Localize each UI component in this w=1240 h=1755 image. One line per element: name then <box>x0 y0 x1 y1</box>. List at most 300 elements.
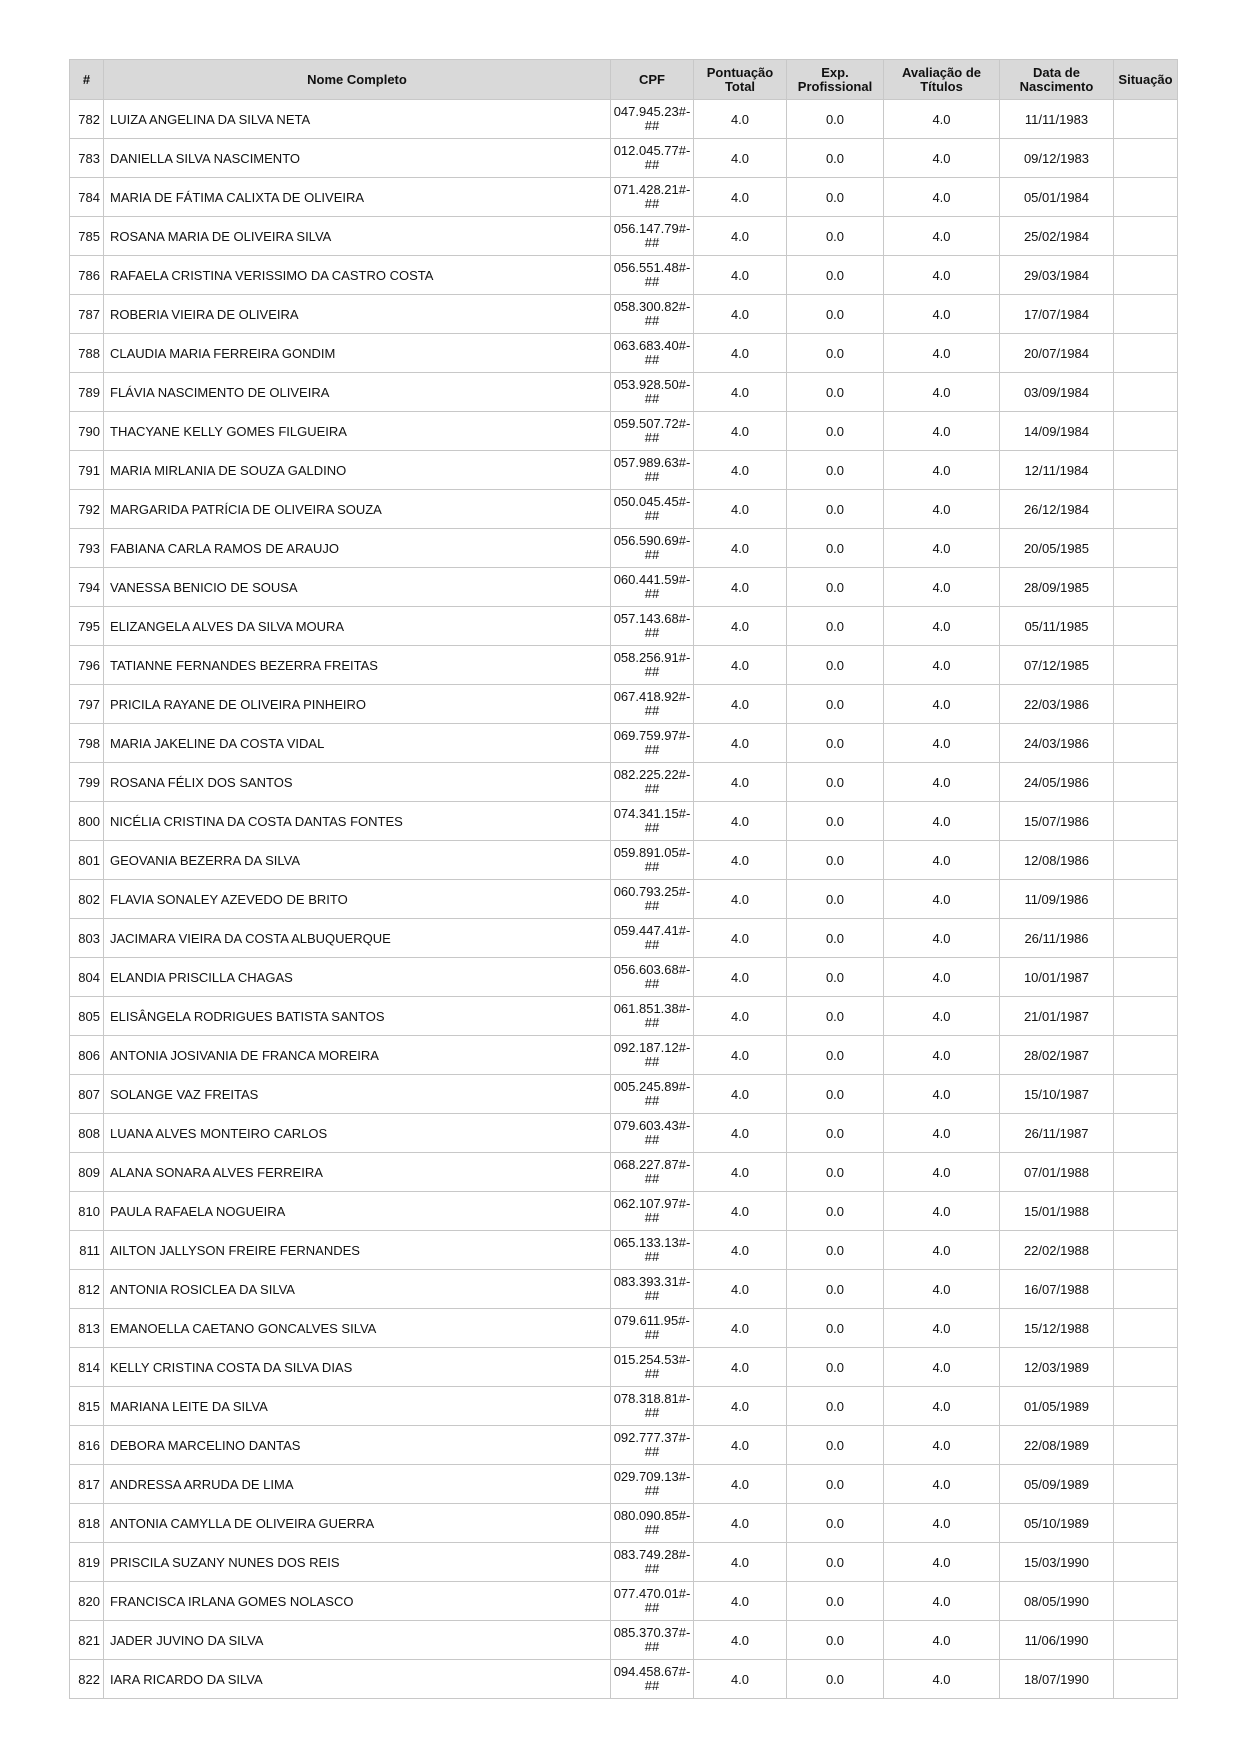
cell-num: 790 <box>70 412 104 451</box>
cpf-line1: 092.187.12#- <box>613 1040 691 1055</box>
cell-name: TATIANNE FERNANDES BEZERRA FREITAS <box>104 646 611 685</box>
cell-situacao <box>1114 1270 1178 1309</box>
cell-situacao <box>1114 373 1178 412</box>
cell-data-nascimento: 07/01/1988 <box>1000 1153 1114 1192</box>
cell-avaliacao-titulos: 4.0 <box>884 178 1000 217</box>
cell-num: 815 <box>70 1387 104 1426</box>
cell-data-nascimento: 05/11/1985 <box>1000 607 1114 646</box>
cell-data-nascimento: 22/02/1988 <box>1000 1231 1114 1270</box>
cell-data-nascimento: 26/11/1986 <box>1000 919 1114 958</box>
cell-num: 788 <box>70 334 104 373</box>
cell-pontuacao-total: 4.0 <box>694 373 787 412</box>
cell-num: 817 <box>70 1465 104 1504</box>
cell-cpf <box>611 256 694 295</box>
cpf-line1: 005.245.89#- <box>613 1079 691 1094</box>
cell-exp-profissional: 0.0 <box>787 607 884 646</box>
cpf-line1: 069.759.97#- <box>613 728 691 743</box>
cell-cpf <box>611 295 694 334</box>
cell-pontuacao-total: 4.0 <box>694 646 787 685</box>
cell-name: IARA RICARDO DA SILVA <box>104 1660 611 1699</box>
cell-data-nascimento: 22/03/1986 <box>1000 685 1114 724</box>
cell-exp-profissional: 0.0 <box>787 295 884 334</box>
cpf-line1: 065.133.13#- <box>613 1235 691 1250</box>
cell-num: 810 <box>70 1192 104 1231</box>
table-row <box>70 412 1178 451</box>
cell-avaliacao-titulos: 4.0 <box>884 295 1000 334</box>
cell-pontuacao-total: 4.0 <box>694 1075 787 1114</box>
cell-avaliacao-titulos: 4.0 <box>884 1036 1000 1075</box>
cell-num: 820 <box>70 1582 104 1621</box>
cell-avaliacao-titulos: 4.0 <box>884 1543 1000 1582</box>
cpf-line1: 058.300.82#- <box>613 299 691 314</box>
cell-name: ROBERIA VIEIRA DE OLIVEIRA <box>104 295 611 334</box>
cell-pontuacao-total: 4.0 <box>694 1270 787 1309</box>
cell-name: LUANA ALVES MONTEIRO CARLOS <box>104 1114 611 1153</box>
cell-exp-profissional: 0.0 <box>787 1426 884 1465</box>
cell-situacao <box>1114 1036 1178 1075</box>
table-row <box>70 646 1178 685</box>
cell-pontuacao-total: 4.0 <box>694 139 787 178</box>
cpf-line1: 047.945.23#- <box>613 104 691 119</box>
cell-pontuacao-total: 4.0 <box>694 568 787 607</box>
header-pontuacao-line1: Pontuação <box>706 64 774 80</box>
cpf-line2: ## <box>644 664 660 679</box>
cell-data-nascimento: 07/12/1985 <box>1000 646 1114 685</box>
cell-exp-profissional: 0.0 <box>787 763 884 802</box>
cell-pontuacao-total: 4.0 <box>694 685 787 724</box>
cell-exp-profissional: 0.0 <box>787 1153 884 1192</box>
cell-data-nascimento: 01/05/1989 <box>1000 1387 1114 1426</box>
cell-avaliacao-titulos: 4.0 <box>884 1504 1000 1543</box>
table-row <box>70 295 1178 334</box>
cell-avaliacao-titulos: 4.0 <box>884 451 1000 490</box>
cell-pontuacao-total: 4.0 <box>694 841 787 880</box>
cpf-line2: ## <box>644 1054 660 1069</box>
cell-cpf <box>611 802 694 841</box>
header-row <box>70 60 1178 100</box>
header-avaliacao-line2: Títulos <box>920 78 963 94</box>
cpf-line1: 083.393.31#- <box>613 1274 691 1289</box>
cell-avaliacao-titulos: 4.0 <box>884 880 1000 919</box>
cell-name: MARGARIDA PATRÍCIA DE OLIVEIRA SOUZA <box>104 490 611 529</box>
table-row <box>70 685 1178 724</box>
cell-num: 803 <box>70 919 104 958</box>
cell-exp-profissional: 0.0 <box>787 997 884 1036</box>
cell-cpf <box>611 763 694 802</box>
cpf-line2: ## <box>644 742 660 757</box>
cell-exp-profissional: 0.0 <box>787 880 884 919</box>
cell-pontuacao-total: 4.0 <box>694 763 787 802</box>
table-row <box>70 919 1178 958</box>
cell-pontuacao-total: 4.0 <box>694 1231 787 1270</box>
cell-num: 822 <box>70 1660 104 1699</box>
table-row <box>70 1114 1178 1153</box>
cell-data-nascimento: 12/08/1986 <box>1000 841 1114 880</box>
table-row <box>70 1075 1178 1114</box>
cell-name: FLÁVIA NASCIMENTO DE OLIVEIRA <box>104 373 611 412</box>
table-row <box>70 880 1178 919</box>
table-header <box>70 60 1178 100</box>
cell-cpf <box>611 685 694 724</box>
table-row <box>70 1582 1178 1621</box>
cell-avaliacao-titulos: 4.0 <box>884 607 1000 646</box>
cell-exp-profissional: 0.0 <box>787 451 884 490</box>
cell-situacao <box>1114 1153 1178 1192</box>
cell-data-nascimento: 05/01/1984 <box>1000 178 1114 217</box>
table-row <box>70 568 1178 607</box>
cell-data-nascimento: 10/01/1987 <box>1000 958 1114 997</box>
header-avaliacao <box>884 60 1000 100</box>
cell-num: 797 <box>70 685 104 724</box>
cell-num: 794 <box>70 568 104 607</box>
cell-num: 821 <box>70 1621 104 1660</box>
cell-pontuacao-total: 4.0 <box>694 490 787 529</box>
table-row <box>70 1348 1178 1387</box>
cell-exp-profissional: 0.0 <box>787 1660 884 1699</box>
cell-num: 799 <box>70 763 104 802</box>
cpf-line1: 060.793.25#- <box>613 884 691 899</box>
header-num: # <box>70 60 104 100</box>
table-row <box>70 1504 1178 1543</box>
cell-name: ALANA SONARA ALVES FERREIRA <box>104 1153 611 1192</box>
table-row <box>70 100 1178 139</box>
cell-situacao <box>1114 1231 1178 1270</box>
cell-cpf <box>611 178 694 217</box>
cell-cpf <box>611 1114 694 1153</box>
cell-pontuacao-total: 4.0 <box>694 1582 787 1621</box>
cpf-line1: 056.603.68#- <box>613 962 691 977</box>
cpf-line1: 082.225.22#- <box>613 767 691 782</box>
table-row <box>70 997 1178 1036</box>
table-row <box>70 1036 1178 1075</box>
cell-pontuacao-total: 4.0 <box>694 880 787 919</box>
cell-exp-profissional: 0.0 <box>787 1114 884 1153</box>
cell-num: 796 <box>70 646 104 685</box>
cell-situacao <box>1114 100 1178 139</box>
cell-data-nascimento: 15/07/1986 <box>1000 802 1114 841</box>
cell-cpf <box>611 880 694 919</box>
cell-situacao <box>1114 451 1178 490</box>
cell-num: 792 <box>70 490 104 529</box>
table-row <box>70 529 1178 568</box>
header-exp-line2: Profissional <box>797 78 873 94</box>
cell-exp-profissional: 0.0 <box>787 412 884 451</box>
table-row <box>70 1309 1178 1348</box>
cell-name: AILTON JALLYSON FREIRE FERNANDES <box>104 1231 611 1270</box>
cell-avaliacao-titulos: 4.0 <box>884 100 1000 139</box>
cpf-line2: ## <box>644 1327 660 1342</box>
cell-exp-profissional: 0.0 <box>787 1543 884 1582</box>
table-row <box>70 490 1178 529</box>
cell-num: 807 <box>70 1075 104 1114</box>
cell-avaliacao-titulos: 4.0 <box>884 1192 1000 1231</box>
cell-exp-profissional: 0.0 <box>787 178 884 217</box>
table-row <box>70 1543 1178 1582</box>
cell-data-nascimento: 12/03/1989 <box>1000 1348 1114 1387</box>
cell-data-nascimento: 15/10/1987 <box>1000 1075 1114 1114</box>
cpf-line2: ## <box>644 781 660 796</box>
cell-name: VANESSA BENICIO DE SOUSA <box>104 568 611 607</box>
cell-avaliacao-titulos: 4.0 <box>884 568 1000 607</box>
cpf-line2: ## <box>644 274 660 289</box>
cpf-line2: ## <box>644 1483 660 1498</box>
cell-num: 814 <box>70 1348 104 1387</box>
cell-cpf <box>611 1582 694 1621</box>
cell-cpf <box>611 1621 694 1660</box>
cpf-line2: ## <box>644 1171 660 1186</box>
cell-data-nascimento: 20/07/1984 <box>1000 334 1114 373</box>
cell-data-nascimento: 14/09/1984 <box>1000 412 1114 451</box>
cpf-line2: ## <box>644 196 660 211</box>
header-exp-line1: Exp. <box>821 64 849 80</box>
results-table <box>69 59 1178 1699</box>
cell-num: 795 <box>70 607 104 646</box>
cell-situacao <box>1114 1465 1178 1504</box>
cpf-line2: ## <box>644 820 660 835</box>
cell-name: MARIA MIRLANIA DE SOUZA GALDINO <box>104 451 611 490</box>
cpf-line1: 067.418.92#- <box>613 689 691 704</box>
cell-avaliacao-titulos: 4.0 <box>884 1348 1000 1387</box>
cell-num: 816 <box>70 1426 104 1465</box>
cell-data-nascimento: 28/02/1987 <box>1000 1036 1114 1075</box>
cell-exp-profissional: 0.0 <box>787 802 884 841</box>
cell-pontuacao-total: 4.0 <box>694 451 787 490</box>
cpf-line1: 092.777.37#- <box>613 1430 691 1445</box>
cell-num: 805 <box>70 997 104 1036</box>
cell-situacao <box>1114 295 1178 334</box>
cell-exp-profissional: 0.0 <box>787 529 884 568</box>
table-row <box>70 451 1178 490</box>
cell-data-nascimento: 24/03/1986 <box>1000 724 1114 763</box>
cell-avaliacao-titulos: 4.0 <box>884 412 1000 451</box>
cell-situacao <box>1114 256 1178 295</box>
cell-situacao <box>1114 958 1178 997</box>
cell-pontuacao-total: 4.0 <box>694 100 787 139</box>
cell-num: 819 <box>70 1543 104 1582</box>
cell-situacao <box>1114 217 1178 256</box>
cell-situacao <box>1114 1114 1178 1153</box>
cell-avaliacao-titulos: 4.0 <box>884 373 1000 412</box>
cpf-line2: ## <box>644 1288 660 1303</box>
cell-cpf <box>611 451 694 490</box>
cell-avaliacao-titulos: 4.0 <box>884 685 1000 724</box>
cell-situacao <box>1114 1621 1178 1660</box>
cell-pontuacao-total: 4.0 <box>694 178 787 217</box>
header-nascimento <box>1000 60 1114 100</box>
cell-situacao <box>1114 997 1178 1036</box>
cell-pontuacao-total: 4.0 <box>694 1309 787 1348</box>
cpf-line2: ## <box>644 430 660 445</box>
table-row <box>70 958 1178 997</box>
cpf-line2: ## <box>644 1600 660 1615</box>
table-row <box>70 607 1178 646</box>
cell-situacao <box>1114 1387 1178 1426</box>
cell-name: ROSANA MARIA DE OLIVEIRA SILVA <box>104 217 611 256</box>
cell-name: MARIA JAKELINE DA COSTA VIDAL <box>104 724 611 763</box>
cell-exp-profissional: 0.0 <box>787 373 884 412</box>
cell-data-nascimento: 21/01/1987 <box>1000 997 1114 1036</box>
table-row <box>70 1660 1178 1699</box>
cpf-line1: 015.254.53#- <box>613 1352 691 1367</box>
cell-cpf <box>611 607 694 646</box>
cell-num: 801 <box>70 841 104 880</box>
cell-situacao <box>1114 841 1178 880</box>
cell-avaliacao-titulos: 4.0 <box>884 334 1000 373</box>
cpf-line2: ## <box>644 898 660 913</box>
cpf-line2: ## <box>644 1366 660 1381</box>
cell-avaliacao-titulos: 4.0 <box>884 1114 1000 1153</box>
cell-exp-profissional: 0.0 <box>787 256 884 295</box>
cell-avaliacao-titulos: 4.0 <box>884 1153 1000 1192</box>
cell-exp-profissional: 0.0 <box>787 1621 884 1660</box>
cpf-line2: ## <box>644 1444 660 1459</box>
cell-avaliacao-titulos: 4.0 <box>884 490 1000 529</box>
cell-situacao <box>1114 139 1178 178</box>
cell-data-nascimento: 26/12/1984 <box>1000 490 1114 529</box>
cell-data-nascimento: 08/05/1990 <box>1000 1582 1114 1621</box>
cell-num: 808 <box>70 1114 104 1153</box>
cell-name: FRANCISCA IRLANA GOMES NOLASCO <box>104 1582 611 1621</box>
cell-exp-profissional: 0.0 <box>787 1192 884 1231</box>
cell-exp-profissional: 0.0 <box>787 1309 884 1348</box>
cell-cpf <box>611 724 694 763</box>
cpf-line1: 053.928.50#- <box>613 377 691 392</box>
cell-avaliacao-titulos: 4.0 <box>884 1387 1000 1426</box>
cell-avaliacao-titulos: 4.0 <box>884 802 1000 841</box>
cell-num: 789 <box>70 373 104 412</box>
cell-num: 802 <box>70 880 104 919</box>
cell-cpf <box>611 958 694 997</box>
cell-exp-profissional: 0.0 <box>787 724 884 763</box>
cell-data-nascimento: 03/09/1984 <box>1000 373 1114 412</box>
cpf-line2: ## <box>644 118 660 133</box>
cell-cpf <box>611 1426 694 1465</box>
cell-situacao <box>1114 646 1178 685</box>
cell-pontuacao-total: 4.0 <box>694 607 787 646</box>
cell-pontuacao-total: 4.0 <box>694 1426 787 1465</box>
cell-name: ANTONIA JOSIVANIA DE FRANCA MOREIRA <box>104 1036 611 1075</box>
cell-situacao <box>1114 490 1178 529</box>
cell-exp-profissional: 0.0 <box>787 919 884 958</box>
cell-exp-profissional: 0.0 <box>787 685 884 724</box>
cell-cpf <box>611 1504 694 1543</box>
header-nascimento-line2: Nascimento <box>1019 78 1094 94</box>
cell-exp-profissional: 0.0 <box>787 1231 884 1270</box>
table-row <box>70 256 1178 295</box>
header-pontuacao <box>694 60 787 100</box>
cell-pontuacao-total: 4.0 <box>694 1036 787 1075</box>
cell-name: NICÉLIA CRISTINA DA COSTA DANTAS FONTES <box>104 802 611 841</box>
cpf-line1: 074.341.15#- <box>613 806 691 821</box>
cpf-line2: ## <box>644 1522 660 1537</box>
cpf-line2: ## <box>644 976 660 991</box>
cell-exp-profissional: 0.0 <box>787 490 884 529</box>
cell-cpf <box>611 217 694 256</box>
cpf-line2: ## <box>644 508 660 523</box>
cpf-line2: ## <box>644 703 660 718</box>
cell-num: 798 <box>70 724 104 763</box>
table-row <box>70 802 1178 841</box>
cell-exp-profissional: 0.0 <box>787 100 884 139</box>
cell-exp-profissional: 0.0 <box>787 1270 884 1309</box>
cell-name: ROSANA FÉLIX DOS SANTOS <box>104 763 611 802</box>
table-row <box>70 1465 1178 1504</box>
cell-cpf <box>611 1543 694 1582</box>
cpf-line2: ## <box>644 1132 660 1147</box>
cell-avaliacao-titulos: 4.0 <box>884 1465 1000 1504</box>
cpf-line1: 062.107.97#- <box>613 1196 691 1211</box>
cpf-line2: ## <box>644 235 660 250</box>
table-row <box>70 1426 1178 1465</box>
table-row <box>70 1153 1178 1192</box>
cell-situacao <box>1114 919 1178 958</box>
cell-cpf <box>611 1036 694 1075</box>
table-row <box>70 334 1178 373</box>
cpf-line1: 068.227.87#- <box>613 1157 691 1172</box>
cpf-line2: ## <box>644 157 660 172</box>
cell-pontuacao-total: 4.0 <box>694 724 787 763</box>
cell-name: MARIA DE FÁTIMA CALIXTA DE OLIVEIRA <box>104 178 611 217</box>
table-row <box>70 763 1178 802</box>
cell-data-nascimento: 26/11/1987 <box>1000 1114 1114 1153</box>
cell-avaliacao-titulos: 4.0 <box>884 958 1000 997</box>
cell-cpf <box>611 646 694 685</box>
cell-data-nascimento: 24/05/1986 <box>1000 763 1114 802</box>
cpf-line1: 057.143.68#- <box>613 611 691 626</box>
cell-num: 784 <box>70 178 104 217</box>
cpf-line2: ## <box>644 313 660 328</box>
cpf-line1: 083.749.28#- <box>613 1547 691 1562</box>
cell-data-nascimento: 22/08/1989 <box>1000 1426 1114 1465</box>
cell-data-nascimento: 28/09/1985 <box>1000 568 1114 607</box>
cpf-line1: 060.441.59#- <box>613 572 691 587</box>
cell-name: ANDRESSA ARRUDA DE LIMA <box>104 1465 611 1504</box>
table-row <box>70 1387 1178 1426</box>
cell-num: 811 <box>70 1231 104 1270</box>
cell-cpf <box>611 1153 694 1192</box>
cell-situacao <box>1114 334 1178 373</box>
cell-pontuacao-total: 4.0 <box>694 256 787 295</box>
cell-name: ANTONIA ROSICLEA DA SILVA <box>104 1270 611 1309</box>
cell-avaliacao-titulos: 4.0 <box>884 1270 1000 1309</box>
table-row <box>70 139 1178 178</box>
cpf-line2: ## <box>644 547 660 562</box>
table-row <box>70 1192 1178 1231</box>
cell-cpf <box>611 1348 694 1387</box>
cell-num: 785 <box>70 217 104 256</box>
cell-situacao <box>1114 1504 1178 1543</box>
cell-data-nascimento: 15/03/1990 <box>1000 1543 1114 1582</box>
cell-situacao <box>1114 1543 1178 1582</box>
cell-pontuacao-total: 4.0 <box>694 295 787 334</box>
cell-num: 818 <box>70 1504 104 1543</box>
cell-exp-profissional: 0.0 <box>787 1348 884 1387</box>
cpf-line2: ## <box>644 1678 660 1693</box>
cell-name: PRISCILA SUZANY NUNES DOS REIS <box>104 1543 611 1582</box>
cell-cpf <box>611 1270 694 1309</box>
cell-data-nascimento: 11/06/1990 <box>1000 1621 1114 1660</box>
cpf-line1: 059.507.72#- <box>613 416 691 431</box>
cell-cpf <box>611 1231 694 1270</box>
cpf-line1: 079.603.43#- <box>613 1118 691 1133</box>
cell-avaliacao-titulos: 4.0 <box>884 529 1000 568</box>
cpf-line2: ## <box>644 1093 660 1108</box>
cell-name: THACYANE KELLY GOMES FILGUEIRA <box>104 412 611 451</box>
cell-name: EMANOELLA CAETANO GONCALVES SILVA <box>104 1309 611 1348</box>
table-row <box>70 1231 1178 1270</box>
cell-data-nascimento: 25/02/1984 <box>1000 217 1114 256</box>
cpf-line2: ## <box>644 625 660 640</box>
